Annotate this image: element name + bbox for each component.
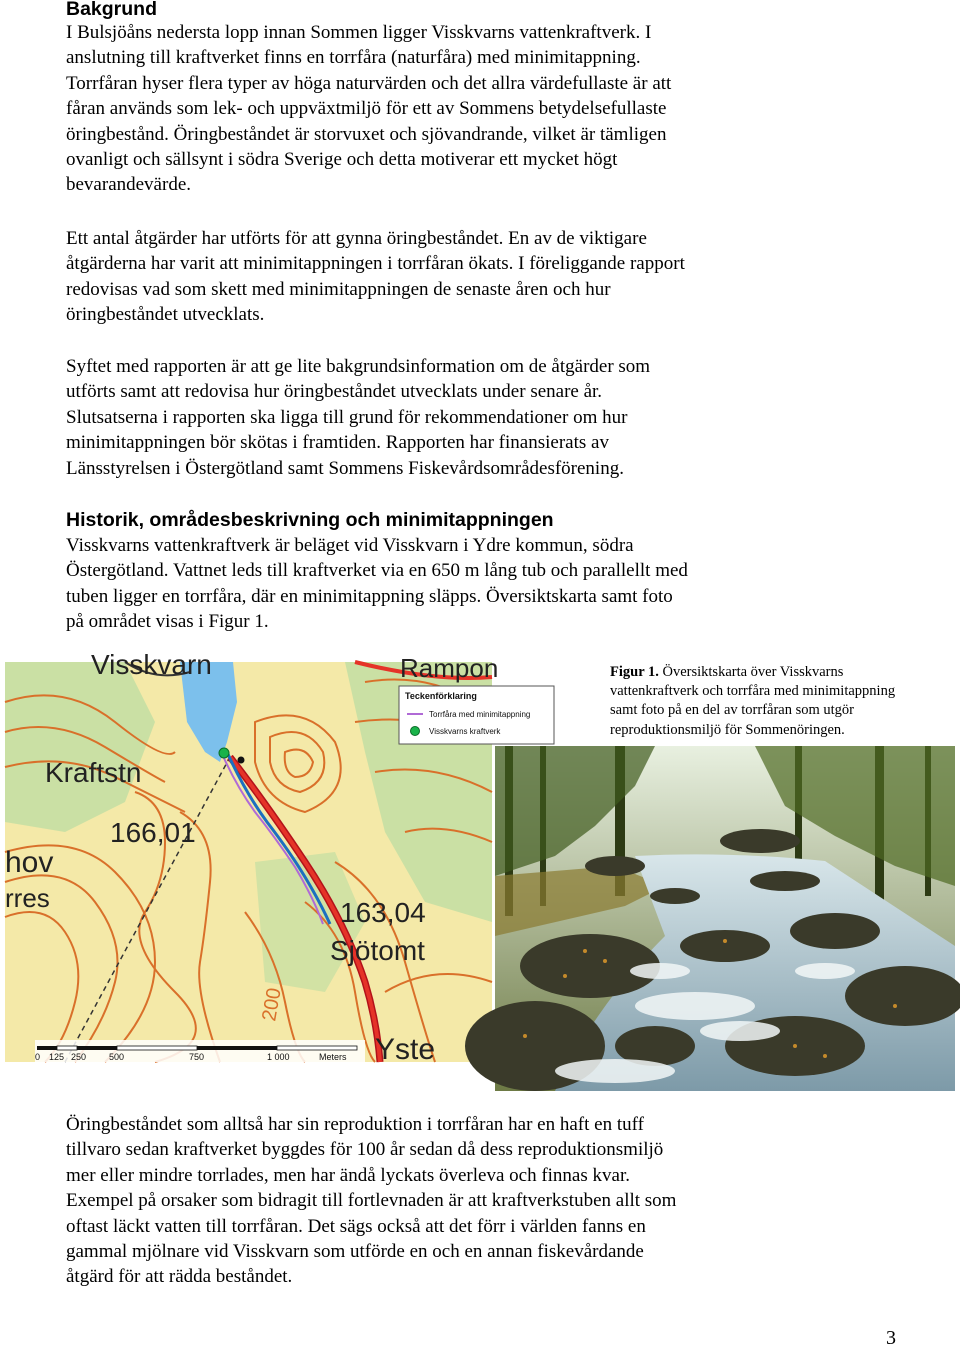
scale-tick: 250 — [71, 1052, 87, 1062]
map-label-kraftstn: Kraftstn — [45, 757, 142, 788]
paragraph-bakgrund-3 — [66, 354, 796, 481]
caption-line: reproduktionsmiljö för Sommenöringen. — [610, 721, 845, 738]
text-line: Länsstyrelsen i Östergötland samt Sommens Fiskevårdsområdesförening. — [66, 457, 624, 479]
map-label-yste: Yste — [375, 1033, 436, 1066]
map-legend — [399, 686, 554, 744]
text-line: I Bulsjöåns nedersta lopp innan Sommen ligger Visskvarns vattenkraftverk. I — [66, 22, 652, 43]
text-line: Slutsatserna i rapporten ska ligga till grund för rekommendationer om hur — [66, 406, 628, 428]
text-line: åtgärd för att rädda beståndet. — [66, 1266, 293, 1288]
text-line: oftast läckt vatten till torrfåran. Det sägs också att det förr i världen fanns en — [66, 1215, 646, 1237]
section-heading-bakgrund: Bakgrund — [66, 0, 158, 20]
text-line: åtgärderna har varit att minimitappningen i torrfåran ökats. I föreliggande rapport — [66, 253, 685, 275]
caption-line: vattenkraftverk och torrfåra med minimitappning — [610, 683, 896, 700]
map-label-sjotomt: Sjötomt — [330, 935, 425, 966]
text-line: bevarandevärde. — [66, 174, 192, 196]
paragraph-conclusion — [66, 1112, 796, 1290]
map-label-elevation-163: 163,04 — [340, 897, 426, 928]
map-label-rampon: Rampon — [400, 653, 499, 683]
page-number: 3 — [886, 1327, 896, 1349]
section-heading-historik: Historik, områdesbeskrivning och minimitappningen — [66, 509, 554, 531]
scale-tick: 0 — [35, 1052, 41, 1062]
text-line: tillvaro sedan kraftverket byggdes för 100 år sedan då dess reproduktionsmiljö — [66, 1139, 664, 1161]
legend-item-kraftverk: Visskvarns kraftverk — [429, 727, 501, 736]
paragraph-bakgrund-1 — [66, 20, 796, 198]
figure-caption-label: Figur 1. — [610, 664, 659, 680]
map-label-rres: rres — [5, 883, 50, 913]
text-line: mer eller mindre torrlades, men har ändå lyckats överleva och finnas kvar. — [66, 1164, 630, 1186]
map-label-visskvarn: Visskvarn — [91, 649, 212, 680]
text-line: Östergötland. Vattnet leds till kraftverket via en 650 m lång tub och parallellt med — [66, 560, 688, 582]
text-line: Torrfåran hyser flera typer av höga naturvärden och det allra värdefullaste är att — [66, 72, 672, 94]
scale-unit: Meters — [319, 1052, 347, 1062]
text-line: utförts samt att redovisa hur öringbeståndet utvecklats under senare år. — [66, 381, 603, 403]
paragraph-historik-1 — [66, 533, 796, 635]
overview-map — [5, 649, 531, 1066]
text-line: minimitappningen bör skötas i framtiden. Rapporten har finansierats av — [66, 432, 609, 454]
scale-tick: 125 — [49, 1052, 65, 1062]
text-line: ovanligt och sällsynt i södra Sverige och detta motiverar ett mycket högt — [66, 149, 618, 171]
text-line: tuben ligger en torrfåra, där en minimitappning släpps. Översiktskarta samt foto — [66, 585, 673, 607]
figure-caption — [610, 663, 950, 740]
scale-tick: 1 000 — [267, 1052, 290, 1062]
text-line: Exempel på orsaker som bidragit till fortlevnaden är att kraftverkstuben allt som — [66, 1190, 677, 1212]
legend-item-torrfara: Torrfåra med minimitappning — [429, 710, 531, 719]
text-line: redovisas vad som skett med minimitappningen de senaste åren och hur — [66, 278, 611, 300]
text-line: öringbestånd. Öringbeståndet är storvuxet och sjövandrande, vilket är tämligen — [66, 123, 667, 145]
scale-tick: 750 — [189, 1052, 205, 1062]
map-scale-bar — [35, 1040, 365, 1062]
paragraph-bakgrund-2 — [66, 226, 796, 328]
text-line: Öringbeståndet som alltså har sin reproduktion i torrfåran har en haft en tuff — [66, 1114, 644, 1135]
text-line: öringbeståndet utvecklats. — [66, 304, 265, 326]
text-line: anslutning till kraftverket finns en torrfåra (naturfåra) med minimitappning. — [66, 47, 641, 69]
map-label-elevation-166: 166,01 — [110, 817, 196, 848]
text-line: på området visas i Figur 1. — [66, 611, 269, 633]
text-line: fåran används som lek- och uppväxtmiljö för ett av Sommens betydelsefullaste — [66, 98, 667, 120]
scale-tick: 500 — [109, 1052, 125, 1062]
text-line: gammal mjölnare vid Visskvarn som utförde en och en annan fiskevårdande — [66, 1241, 644, 1263]
text-line: Ett antal åtgärder har utförts för att gynna öringbeståndet. En av de viktigare — [66, 228, 647, 249]
legend-title: Teckenförklaring — [405, 691, 477, 701]
map-label-contour-200: 200 — [258, 986, 286, 1023]
text-line: Visskvarns vattenkraftverk är beläget vid Visskvarn i Ydre kommun, södra — [66, 535, 634, 556]
stream-photo — [495, 746, 955, 1091]
caption-line: samt foto på en del av torrfåran som utgör — [610, 702, 855, 719]
caption-line: Översiktskarta över Visskvarns — [662, 664, 844, 680]
map-label-hov: hov — [5, 846, 54, 879]
text-line: Syftet med rapporten är att ge lite bakgrundsinformation om de åtgärder som — [66, 356, 651, 377]
